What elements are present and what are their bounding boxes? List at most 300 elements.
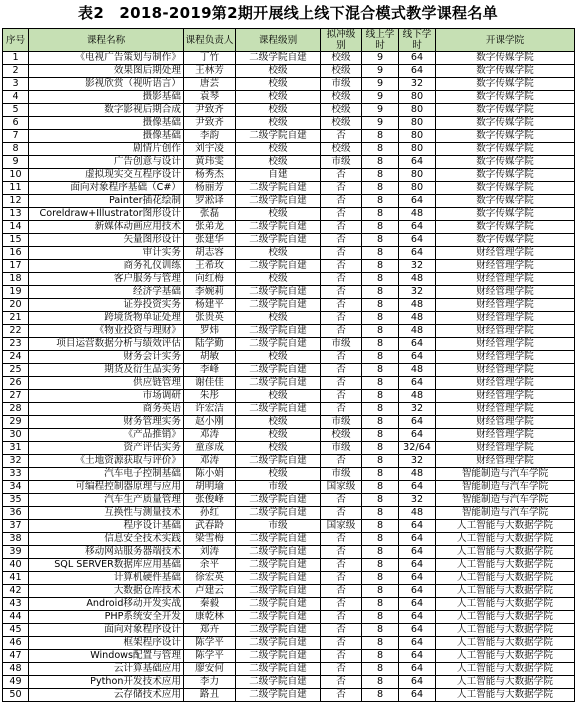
course-table (2, 28, 575, 702)
cell-index: 18 (3, 273, 29, 286)
cell-online-hours: 8 (362, 598, 399, 611)
cell-course-level: 校级 (236, 351, 321, 364)
cell-course-level: 校级 (236, 468, 321, 481)
cell-offline-hours: 64 (399, 598, 436, 611)
cell-online-hours: 8 (362, 286, 399, 299)
cell-college: 人工智能与大数据学院 (436, 559, 575, 572)
cell-offline-hours: 64 (399, 572, 436, 585)
cell-index: 11 (3, 182, 29, 195)
cell-online-hours: 8 (362, 559, 399, 572)
cell-target-level: 否 (321, 507, 362, 520)
cell-target-level: 否 (321, 559, 362, 572)
cell-index: 8 (3, 143, 29, 156)
cell-course-level: 二级学院自建 (236, 286, 321, 299)
cell-offline-hours: 64 (399, 611, 436, 624)
cell-course-level: 校级 (236, 65, 321, 78)
cell-course-lead: 杨秀杰 (184, 169, 236, 182)
cell-course-level: 校级 (236, 429, 321, 442)
cell-course-level: 二级学院自建 (236, 338, 321, 351)
cell-course-name: 汽车电子控制基础 (29, 468, 184, 481)
cell-online-hours: 8 (362, 338, 399, 351)
cell-index: 16 (3, 247, 29, 260)
cell-online-hours: 8 (362, 494, 399, 507)
cell-college: 数字传媒学院 (436, 234, 575, 247)
cell-course-level: 二级学院自建 (236, 260, 321, 273)
table-row (3, 52, 575, 65)
cell-index: 10 (3, 169, 29, 182)
cell-index: 7 (3, 130, 29, 143)
cell-course-lead: 李婉莉 (184, 286, 236, 299)
cell-college: 财经管理学院 (436, 325, 575, 338)
cell-course-name: 移动网站服务器端技术 (29, 546, 184, 559)
cell-course-name: 商务英语 (29, 403, 184, 416)
cell-course-level: 二级学院自建 (236, 598, 321, 611)
cell-course-lead: 梁雪梅 (184, 533, 236, 546)
cell-target-level: 否 (321, 286, 362, 299)
cell-college: 数字传媒学院 (436, 104, 575, 117)
cell-index: 2 (3, 65, 29, 78)
cell-college: 财经管理学院 (436, 286, 575, 299)
cell-target-level: 否 (321, 390, 362, 403)
cell-target-level: 校级 (321, 65, 362, 78)
cell-course-lead: 唐芸 (184, 78, 236, 91)
table-row (3, 416, 575, 429)
cell-target-level: 否 (321, 455, 362, 468)
table-row (3, 598, 575, 611)
cell-course-name: 《土地资源获取与评价》 (29, 455, 184, 468)
cell-course-name: 资产评估实务 (29, 442, 184, 455)
cell-course-lead: 李峰 (184, 364, 236, 377)
cell-offline-hours: 64 (399, 377, 436, 390)
cell-college: 财经管理学院 (436, 377, 575, 390)
table-row (3, 572, 575, 585)
cell-online-hours: 9 (362, 117, 399, 130)
header-offline-hours: 线下学时 (399, 29, 436, 52)
cell-offline-hours: 48 (399, 507, 436, 520)
cell-course-lead: 陈小娟 (184, 468, 236, 481)
cell-course-level: 二级学院自建 (236, 234, 321, 247)
cell-course-lead: 朱彤 (184, 390, 236, 403)
cell-college: 数字传媒学院 (436, 52, 575, 65)
cell-index: 49 (3, 676, 29, 689)
cell-target-level: 否 (321, 312, 362, 325)
cell-course-level: 二级学院自建 (236, 455, 321, 468)
cell-course-name: 框架程序设计 (29, 637, 184, 650)
table-row (3, 494, 575, 507)
cell-offline-hours: 32 (399, 78, 436, 91)
cell-index: 30 (3, 429, 29, 442)
cell-index: 22 (3, 325, 29, 338)
table-row (3, 390, 575, 403)
cell-course-name: 商务礼仪训练 (29, 260, 184, 273)
cell-course-level: 校级 (236, 247, 321, 260)
cell-target-level: 否 (321, 208, 362, 221)
cell-index: 1 (3, 52, 29, 65)
cell-course-level: 校级 (236, 143, 321, 156)
cell-target-level: 否 (321, 403, 362, 416)
cell-target-level: 校级 (321, 52, 362, 65)
cell-course-lead: 李力 (184, 676, 236, 689)
cell-index: 41 (3, 572, 29, 585)
cell-course-name: 面向对象程序基础（C#） (29, 182, 184, 195)
cell-course-lead: 向红梅 (184, 273, 236, 286)
cell-target-level: 市级 (321, 156, 362, 169)
cell-course-level: 二级学院自建 (236, 585, 321, 598)
cell-college: 数字传媒学院 (436, 195, 575, 208)
cell-online-hours: 8 (362, 195, 399, 208)
table-row (3, 65, 575, 78)
cell-course-lead: 罗炜 (184, 325, 236, 338)
cell-college: 数字传媒学院 (436, 156, 575, 169)
cell-target-level: 市级 (321, 78, 362, 91)
table-row (3, 299, 575, 312)
cell-college: 数字传媒学院 (436, 208, 575, 221)
cell-course-name: 摄像基础 (29, 117, 184, 130)
cell-course-lead: 丁竹 (184, 52, 236, 65)
cell-course-level: 二级学院自建 (236, 611, 321, 624)
table-row (3, 247, 575, 260)
cell-course-lead: 罗淞译 (184, 195, 236, 208)
cell-course-name: 经济学基础 (29, 286, 184, 299)
cell-offline-hours: 32 (399, 455, 436, 468)
cell-course-name: Painter插花绘制 (29, 195, 184, 208)
cell-online-hours: 8 (362, 520, 399, 533)
cell-course-level: 二级学院自建 (236, 507, 321, 520)
cell-course-lead: 邓涛 (184, 455, 236, 468)
table-row (3, 156, 575, 169)
cell-target-level: 市级 (321, 468, 362, 481)
cell-index: 50 (3, 689, 29, 702)
cell-course-level: 二级学院自建 (236, 637, 321, 650)
cell-offline-hours: 64 (399, 156, 436, 169)
cell-course-lead: 尹致齐 (184, 104, 236, 117)
cell-online-hours: 8 (362, 234, 399, 247)
cell-college: 人工智能与大数据学院 (436, 663, 575, 676)
cell-course-name: Windows配置与管理 (29, 650, 184, 663)
cell-target-level: 否 (321, 299, 362, 312)
cell-college: 人工智能与大数据学院 (436, 585, 575, 598)
header-course-level: 课程级别 (236, 29, 321, 52)
cell-offline-hours: 64 (399, 637, 436, 650)
cell-college: 财经管理学院 (436, 260, 575, 273)
cell-online-hours: 8 (362, 377, 399, 390)
cell-index: 42 (3, 585, 29, 598)
cell-course-name: Python开发技术应用 (29, 676, 184, 689)
cell-college: 人工智能与大数据学院 (436, 650, 575, 663)
cell-college: 人工智能与大数据学院 (436, 572, 575, 585)
cell-offline-hours: 48 (399, 208, 436, 221)
cell-college: 智能制造与汽车学院 (436, 494, 575, 507)
cell-offline-hours: 32 (399, 494, 436, 507)
table-row (3, 442, 575, 455)
cell-course-name: 影视欣赏（视听语言） (29, 78, 184, 91)
cell-college: 财经管理学院 (436, 390, 575, 403)
table-row (3, 351, 575, 364)
cell-offline-hours: 64 (399, 247, 436, 260)
cell-index: 48 (3, 663, 29, 676)
cell-index: 29 (3, 416, 29, 429)
table-row (3, 286, 575, 299)
cell-index: 13 (3, 208, 29, 221)
cell-target-level: 否 (321, 650, 362, 663)
cell-college: 财经管理学院 (436, 312, 575, 325)
cell-offline-hours: 64 (399, 663, 436, 676)
table-row (3, 104, 575, 117)
cell-college: 财经管理学院 (436, 455, 575, 468)
cell-course-name: 财务会计实务 (29, 351, 184, 364)
cell-course-lead: 王林芳 (184, 65, 236, 78)
cell-target-level: 否 (321, 260, 362, 273)
cell-index: 23 (3, 338, 29, 351)
cell-course-lead: 张建华 (184, 234, 236, 247)
cell-offline-hours: 64 (399, 533, 436, 546)
cell-offline-hours: 48 (399, 325, 436, 338)
cell-online-hours: 8 (362, 650, 399, 663)
cell-college: 人工智能与大数据学院 (436, 598, 575, 611)
cell-offline-hours: 48 (399, 364, 436, 377)
cell-course-name: 《物业投资与理财》 (29, 325, 184, 338)
document-title: 表2 2018-2019第2期开展线上线下混合模式教学课程名单 (78, 4, 498, 22)
cell-target-level: 校级 (321, 104, 362, 117)
cell-course-name: 计算机硬件基础 (29, 572, 184, 585)
cell-course-name: 互换性与测量技术 (29, 507, 184, 520)
cell-course-level: 二级学院自建 (236, 533, 321, 546)
cell-online-hours: 8 (362, 416, 399, 429)
cell-course-name: 财务管理实务 (29, 416, 184, 429)
cell-college: 财经管理学院 (436, 247, 575, 260)
cell-online-hours: 8 (362, 637, 399, 650)
cell-target-level: 否 (321, 130, 362, 143)
cell-course-lead: 张弟龙 (184, 221, 236, 234)
cell-offline-hours: 64 (399, 559, 436, 572)
cell-offline-hours: 64 (399, 52, 436, 65)
cell-online-hours: 8 (362, 442, 399, 455)
cell-college: 数字传媒学院 (436, 143, 575, 156)
cell-online-hours: 8 (362, 273, 399, 286)
cell-online-hours: 8 (362, 299, 399, 312)
table-row (3, 637, 575, 650)
cell-course-name: 大数据仓库技术 (29, 585, 184, 598)
cell-online-hours: 8 (362, 572, 399, 585)
cell-college: 数字传媒学院 (436, 91, 575, 104)
cell-course-name: Coreldraw+Illustrator图形设计 (29, 208, 184, 221)
table-row (3, 624, 575, 637)
cell-target-level: 否 (321, 377, 362, 390)
cell-course-lead: 康乾林 (184, 611, 236, 624)
cell-index: 5 (3, 104, 29, 117)
cell-target-level: 否 (321, 169, 362, 182)
cell-college: 数字传媒学院 (436, 169, 575, 182)
cell-target-level: 否 (321, 689, 362, 702)
cell-index: 9 (3, 156, 29, 169)
cell-offline-hours: 64 (399, 338, 436, 351)
cell-online-hours: 8 (362, 130, 399, 143)
cell-target-level: 校级 (321, 429, 362, 442)
cell-course-level: 二级学院自建 (236, 195, 321, 208)
cell-course-level: 校级 (236, 208, 321, 221)
cell-offline-hours: 64 (399, 429, 436, 442)
cell-index: 21 (3, 312, 29, 325)
cell-index: 44 (3, 611, 29, 624)
cell-course-lead: 胡志容 (184, 247, 236, 260)
cell-course-lead: 赵小刚 (184, 416, 236, 429)
cell-college: 智能制造与汽车学院 (436, 507, 575, 520)
cell-target-level: 否 (321, 624, 362, 637)
cell-college: 财经管理学院 (436, 403, 575, 416)
cell-course-name: 可编程控制器原理与应用 (29, 481, 184, 494)
cell-course-lead: 袁琴 (184, 91, 236, 104)
cell-online-hours: 9 (362, 91, 399, 104)
table-row (3, 559, 575, 572)
cell-offline-hours: 32 (399, 286, 436, 299)
cell-course-lead: 张贵英 (184, 312, 236, 325)
cell-index: 47 (3, 650, 29, 663)
cell-college: 数字传媒学院 (436, 130, 575, 143)
cell-college: 财经管理学院 (436, 299, 575, 312)
cell-offline-hours: 48 (399, 273, 436, 286)
cell-course-name: 汽车生产质量管理 (29, 494, 184, 507)
cell-offline-hours: 64 (399, 416, 436, 429)
header-online-hours: 线上学时 (362, 29, 399, 52)
cell-target-level: 否 (321, 182, 362, 195)
cell-offline-hours: 80 (399, 104, 436, 117)
cell-course-lead: 童彦成 (184, 442, 236, 455)
cell-index: 26 (3, 377, 29, 390)
cell-online-hours: 8 (362, 455, 399, 468)
cell-course-level: 二级学院自建 (236, 403, 321, 416)
table-body (3, 52, 575, 702)
header-course-name: 课程名称 (29, 29, 184, 52)
cell-course-lead: 廖安何 (184, 663, 236, 676)
cell-index: 3 (3, 78, 29, 91)
table-row (3, 403, 575, 416)
cell-course-name: PHP系统安全开发 (29, 611, 184, 624)
cell-college: 财经管理学院 (436, 364, 575, 377)
cell-college: 人工智能与大数据学院 (436, 546, 575, 559)
cell-index: 19 (3, 286, 29, 299)
cell-college: 财经管理学院 (436, 442, 575, 455)
cell-course-level: 二级学院自建 (236, 52, 321, 65)
cell-course-lead: 陈学平 (184, 637, 236, 650)
cell-course-level: 二级学院自建 (236, 221, 321, 234)
cell-college: 数字传媒学院 (436, 221, 575, 234)
header-row (3, 29, 575, 52)
table-row (3, 273, 575, 286)
table-row (3, 546, 575, 559)
cell-course-level: 二级学院自建 (236, 130, 321, 143)
cell-course-lead: 胡明瑜 (184, 481, 236, 494)
cell-course-level: 校级 (236, 390, 321, 403)
cell-offline-hours: 48 (399, 468, 436, 481)
cell-target-level: 市级 (321, 442, 362, 455)
cell-online-hours: 9 (362, 104, 399, 117)
cell-target-level: 国家级 (321, 520, 362, 533)
cell-college: 人工智能与大数据学院 (436, 624, 575, 637)
cell-course-level: 二级学院自建 (236, 559, 321, 572)
cell-course-lead: 胡敏 (184, 351, 236, 364)
cell-online-hours: 8 (362, 663, 399, 676)
cell-index: 4 (3, 91, 29, 104)
cell-index: 37 (3, 520, 29, 533)
cell-index: 24 (3, 351, 29, 364)
cell-index: 17 (3, 260, 29, 273)
cell-offline-hours: 80 (399, 91, 436, 104)
cell-course-level: 校级 (236, 117, 321, 130)
table-row (3, 455, 575, 468)
header-target-level: 拟冲级别 (321, 29, 362, 52)
cell-offline-hours: 64 (399, 650, 436, 663)
cell-course-name: 《产品推销》 (29, 429, 184, 442)
table-row (3, 260, 575, 273)
cell-offline-hours: 64 (399, 585, 436, 598)
cell-course-level: 二级学院自建 (236, 572, 321, 585)
cell-online-hours: 8 (362, 325, 399, 338)
cell-course-name: 摄影基础 (29, 91, 184, 104)
cell-offline-hours: 64 (399, 65, 436, 78)
cell-index: 31 (3, 442, 29, 455)
table-row (3, 663, 575, 676)
cell-course-name: 广告创意与设计 (29, 156, 184, 169)
cell-course-level: 校级 (236, 104, 321, 117)
cell-course-lead: 王希玫 (184, 260, 236, 273)
cell-target-level: 否 (321, 598, 362, 611)
cell-course-name: 摄像基础 (29, 130, 184, 143)
cell-course-level: 校级 (236, 442, 321, 455)
cell-course-level: 二级学院自建 (236, 650, 321, 663)
cell-course-lead: 郑卉 (184, 624, 236, 637)
cell-index: 25 (3, 364, 29, 377)
cell-course-name: 跨境货物单证处理 (29, 312, 184, 325)
table-row (3, 533, 575, 546)
cell-course-level: 二级学院自建 (236, 624, 321, 637)
table-row (3, 481, 575, 494)
cell-online-hours: 8 (362, 208, 399, 221)
cell-online-hours: 8 (362, 624, 399, 637)
cell-index: 35 (3, 494, 29, 507)
cell-course-lead: 秦毅 (184, 598, 236, 611)
cell-course-lead: 张俊峰 (184, 494, 236, 507)
cell-target-level: 市级 (321, 416, 362, 429)
cell-course-level: 校级 (236, 91, 321, 104)
cell-target-level: 市级 (321, 338, 362, 351)
header-college: 开课学院 (436, 29, 575, 52)
cell-course-name: 审计实务 (29, 247, 184, 260)
table-row (3, 377, 575, 390)
cell-course-name: Android移动开发实战 (29, 598, 184, 611)
cell-course-level: 二级学院自建 (236, 689, 321, 702)
cell-offline-hours: 32 (399, 260, 436, 273)
cell-course-lead: 余平 (184, 559, 236, 572)
table-row (3, 520, 575, 533)
cell-online-hours: 8 (362, 507, 399, 520)
cell-course-name: 客户服务与管理 (29, 273, 184, 286)
table-row (3, 312, 575, 325)
cell-target-level: 否 (321, 494, 362, 507)
cell-college: 智能制造与汽车学院 (436, 468, 575, 481)
cell-online-hours: 8 (362, 481, 399, 494)
cell-online-hours: 8 (362, 468, 399, 481)
cell-course-level: 市级 (236, 520, 321, 533)
cell-course-lead: 邓涛 (184, 429, 236, 442)
cell-course-lead: 杨建平 (184, 299, 236, 312)
cell-target-level: 否 (321, 637, 362, 650)
cell-offline-hours: 80 (399, 130, 436, 143)
table-row (3, 468, 575, 481)
cell-target-level: 否 (321, 585, 362, 598)
cell-course-name: 云存储技术应用 (29, 689, 184, 702)
cell-online-hours: 8 (362, 221, 399, 234)
cell-online-hours: 8 (362, 169, 399, 182)
